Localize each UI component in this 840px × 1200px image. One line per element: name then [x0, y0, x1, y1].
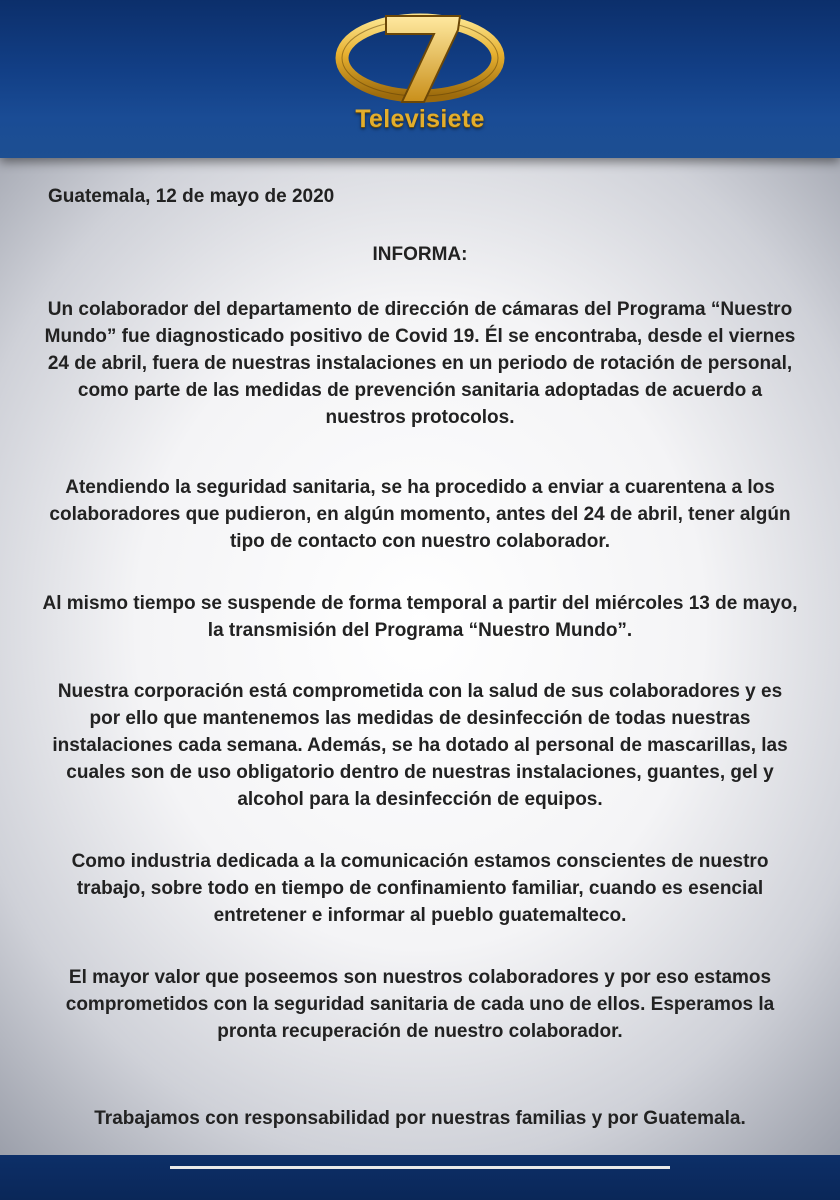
paragraph-3: Al mismo tiempo se suspende de forma temporal a partir del miércoles 13 de mayo, la transmisión del Programa “Nuestro Mundo”.	[42, 593, 798, 641]
logo-wordmark: Televisiete	[355, 105, 485, 133]
paragraph-5: Como industria dedicada a la comunicación estamos conscientes de nuestro trabajo, sobre todo en tiempo de confinamiento familiar, cuando es esencial entretener e informar al pueblo guatemalteco.	[71, 851, 769, 926]
letter-heading: INFORMA:	[372, 244, 468, 265]
televisiete-logo	[320, 6, 520, 146]
footer-band	[0, 1155, 840, 1200]
letter-date: Guatemala, 12 de mayo de 2020	[48, 186, 335, 207]
header-band	[0, 0, 840, 158]
paragraph-4: Nuestra corporación está comprometida con la salud de sus colaboradores y es por ello que mantenemos las medidas de desinfección de todas nuestras instalaciones cada semana. Además, se ha dotado al personal de mascarillas, las cuales son de uso obligatorio dentro de nuestras instalaciones, guantes, gel y alcohol para la desinfección de equipos.	[52, 681, 788, 810]
logo-emblem-icon	[320, 6, 520, 106]
paragraph-1: Un colaborador del departamento de dirección de cámaras del Programa “Nuestro Mundo” fue diagnosticado positivo de Covid 19. Él se encontraba, desde el viernes 24 de abril, fuera de nuestras instalaciones en un periodo de rotación de personal, como parte de las medidas de prevención sanitaria adoptadas de acuerdo a nuestros protocolos.	[44, 299, 796, 428]
paragraph-6: El mayor valor que poseemos son nuestros colaboradores y por eso estamos comprometidos con la seguridad sanitaria de cada uno de ellos. Esperamos la pronta recuperación de nuestro colaborador.	[65, 967, 775, 1042]
footer-divider	[170, 1166, 670, 1169]
closing-line: Trabajamos con responsabilidad por nuestras familias y por Guatemala.	[94, 1108, 746, 1129]
paragraph-2: Atendiendo la seguridad sanitaria, se ha procedido a enviar a cuarentena a los colaboradores que pudieron, en algún momento, antes del 24 de abril, tener algún tipo de contacto con nuestro colaborador.	[49, 477, 791, 552]
